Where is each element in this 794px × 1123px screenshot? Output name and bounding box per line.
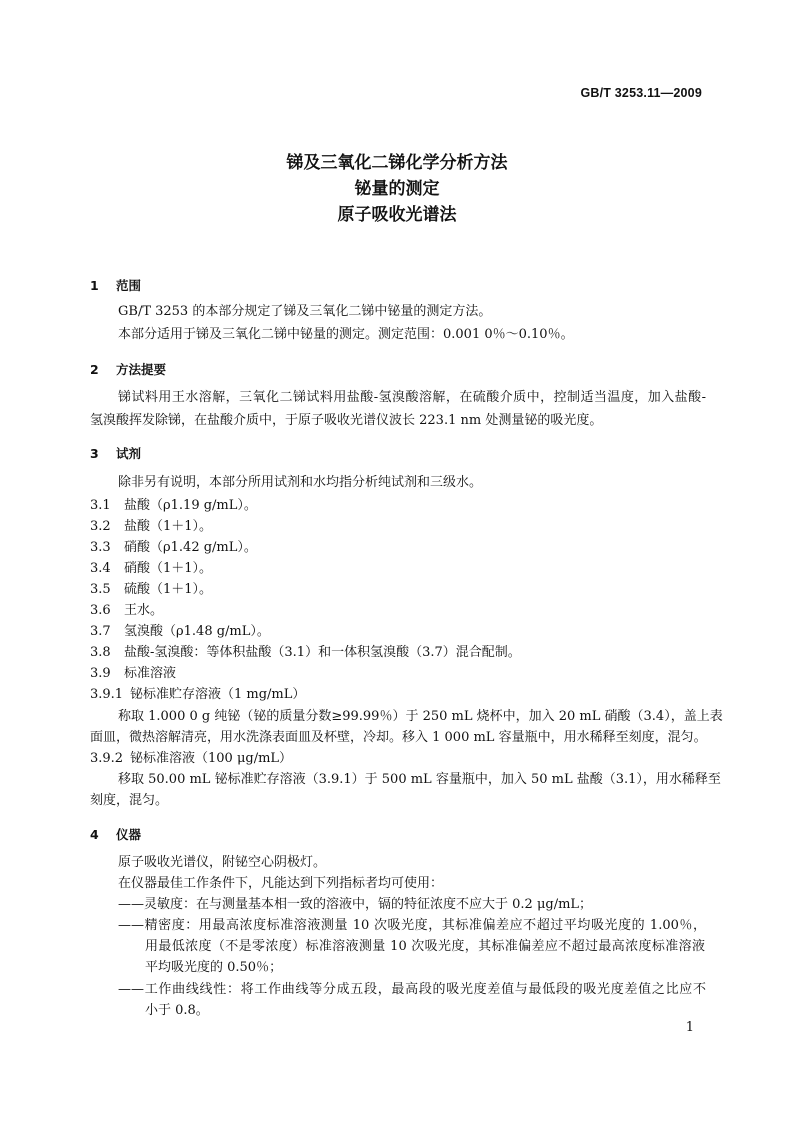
section-heading-apparatus — [90, 825, 141, 843]
subitem-stock-solution — [90, 685, 305, 705]
page-number: 1 — [685, 1020, 694, 1035]
item-number: 3.1 — [90, 498, 111, 513]
item-text: 盐酸-氢溴酸：等体积盐酸（3.1）和一体积氢溴酸（3.7）混合配制。 — [124, 645, 521, 660]
item-number: 3.3 — [90, 540, 111, 555]
section-number: 2 — [90, 362, 99, 377]
item-text: 盐酸（ρ1.19 g/mL）。 — [124, 498, 257, 513]
paragraph: 称取 1.000 0 g 纯铋（铋的质量分数≥99.99％）于 250 mL 烧杯中，加入 20 mL 硝酸（3.4），盖上表 — [118, 709, 723, 724]
item-number: 3.9.2 — [90, 751, 124, 766]
title-line-2: 铋量的测定 — [354, 179, 440, 199]
title-line-3: 原子吸收光谱法 — [337, 205, 457, 225]
standard-code: GB/T 3253.11—2009 — [580, 86, 702, 100]
section-number: 3 — [90, 446, 99, 461]
list-item — [90, 559, 212, 579]
list-item — [90, 643, 521, 663]
item-text: 硝酸（ρ1.42 g/mL）。 — [124, 540, 257, 555]
item-text: 标准溶液 — [124, 666, 177, 681]
item-text: 铋标准溶液（100 μg/mL） — [130, 751, 293, 766]
list-item — [90, 664, 176, 684]
title-line-1: 锑及三氧化二锑化学分析方法 — [286, 153, 508, 173]
paragraph: 在仪器最佳工作条件下，凡能达到下列指标者均可使用： — [118, 876, 444, 891]
document-title — [0, 150, 794, 228]
dash-item-sensitivity: ——灵敏度：在与测量基本相一致的溶液中，镉的特征浓度不应大于 0.2 μg/mL； — [118, 897, 593, 912]
item-number: 3.9 — [90, 666, 111, 681]
item-number: 3.9.1 — [90, 687, 124, 702]
paragraph: 移取 50.00 mL 铋标准贮存溶液（3.9.1）于 500 mL 容量瓶中，加入 50 mL 盐酸（3.1），用水稀释至 — [118, 772, 721, 787]
item-text: 氢溴酸（ρ1.48 g/mL）。 — [124, 624, 270, 639]
list-item — [90, 517, 212, 537]
section-number: 4 — [90, 827, 99, 842]
section-title: 仪器 — [116, 827, 142, 842]
item-text: 硝酸（1＋1）。 — [124, 561, 213, 576]
paragraph-continued: 面皿，微热溶解清亮，用水洗涤表面皿及杯壁，冷却。移入 1 000 mL 容量瓶中，用水稀释至刻度，混匀。 — [90, 730, 707, 745]
list-item — [90, 580, 212, 600]
list-item — [90, 496, 257, 516]
dash-item-continued: 小于 0.8。 — [145, 1003, 209, 1018]
item-text: 铋标准贮存溶液（1 mg/mL） — [130, 687, 306, 702]
item-number: 3.6 — [90, 603, 111, 618]
paragraph: 除非另有说明，本部分所用试剂和水均指分析纯试剂和三级水。 — [118, 475, 483, 490]
item-text: 王水。 — [124, 603, 164, 618]
list-item — [90, 538, 257, 558]
section-title: 范围 — [116, 278, 142, 293]
dash-item-precision: ——精密度：用最高浓度标准溶液测量 10 次吸光度，其标准偏差应不超过平均吸光度的 1.00％， — [118, 918, 706, 933]
dash-item-continued: 平均吸光度的 0.50％； — [145, 960, 283, 975]
item-text: 硫酸（1＋1）。 — [124, 582, 213, 597]
item-number: 3.2 — [90, 519, 111, 534]
paragraph-continued: 刻度，混匀。 — [90, 793, 169, 808]
section-heading-reagents — [90, 444, 141, 462]
item-number: 3.4 — [90, 561, 111, 576]
paragraph: 原子吸收光谱仪，附铋空心阴极灯。 — [118, 855, 327, 870]
list-item — [90, 622, 270, 642]
item-text: 盐酸（1＋1）。 — [124, 519, 213, 534]
paragraph-continued: 氢溴酸挥发除锑，在盐酸介质中，于原子吸收光谱仪波长 223.1 nm 处测量铋的吸光度。 — [90, 413, 603, 428]
item-number: 3.7 — [90, 624, 111, 639]
paragraph: 本部分适用于锑及三氧化二锑中铋量的测定。测定范围：0.001 0％～0.10％。 — [118, 327, 574, 342]
list-item — [90, 601, 163, 621]
paragraph: 锑试料用王水溶解，三氧化二锑试料用盐酸-氢溴酸溶解，在硫酸介质中，控制适当温度，加入盐酸- — [118, 390, 706, 405]
section-heading-method — [90, 360, 166, 378]
item-number: 3.8 — [90, 645, 111, 660]
section-title: 试剂 — [116, 446, 142, 461]
section-title: 方法提要 — [116, 362, 167, 377]
dash-item-continued: 用最低浓度（不是零浓度）标准溶液测量 10 次吸光度，其标准偏差应不超过最高浓度标准溶液 — [145, 939, 705, 954]
section-heading-scope — [90, 276, 141, 294]
section-number: 1 — [90, 278, 99, 293]
subitem-standard-solution — [90, 749, 292, 769]
dash-item-linearity: ——工作曲线线性：将工作曲线等分成五段，最高段的吸光度差值与最低段的吸光度差值之比应不 — [118, 982, 706, 997]
item-number: 3.5 — [90, 582, 111, 597]
paragraph: GB/T 3253 的本部分规定了锑及三氧化二锑中铋量的测定方法。 — [118, 304, 492, 319]
